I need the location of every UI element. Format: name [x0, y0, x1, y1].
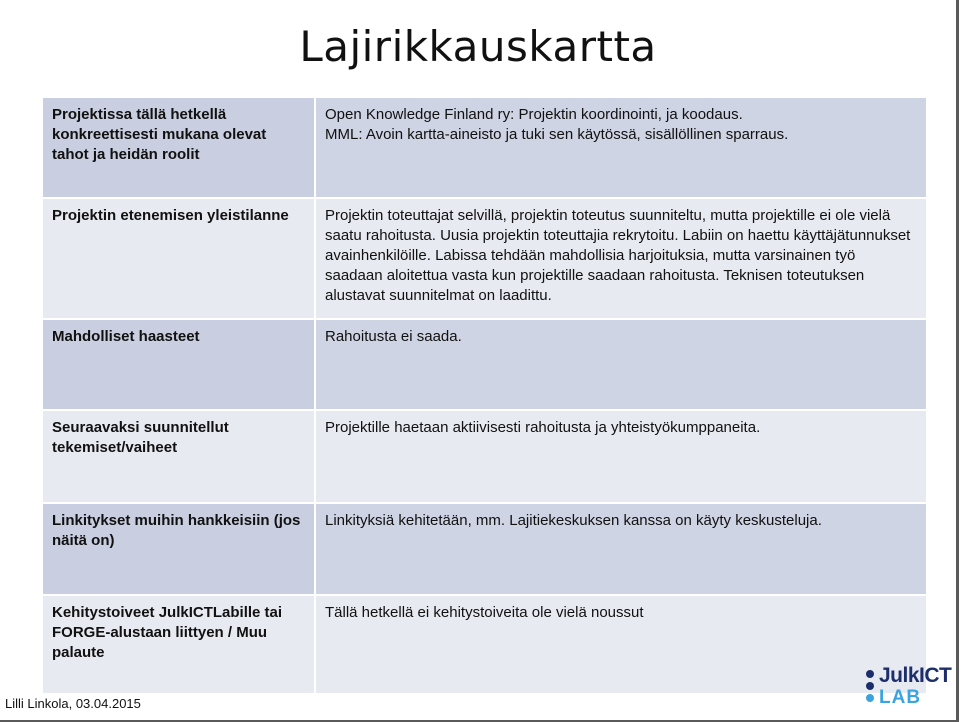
row-value-line: Rahoitusta ei saada. [325, 328, 462, 345]
row-value [315, 410, 927, 503]
row-value-line: Open Knowledge Finland ry: Projektin koordinointi, ja koodaus. [325, 106, 743, 123]
julkict-lab-logo [866, 664, 952, 714]
row-key: Kehitystoiveet JulkICTLabille tai FORGE-alustaan liittyen / Muu palaute [42, 595, 315, 694]
status-table [41, 96, 928, 695]
table-row [42, 503, 927, 595]
logo-text-line2: LAB [879, 687, 922, 708]
row-key: Mahdolliset haasteet [42, 319, 315, 410]
row-value [315, 595, 927, 694]
row-value-line: Projektin toteuttajat selvillä, projektin toteutus suunniteltu, mutta projektille ei ole vielä saatu rahoitusta. Uusia projektin toteuttajia rekrytoitu. Labiin on haettu käyttäjätunnukset avainhenkilöille. Labissa tehdään mahdollisia harjoituksia, mutta varsinainen työ saadaan aloitettua vasta kun projektille saadaan rahoitusta. Teknisen toteutuksen alustavat suunnitelmat on laadittu. [325, 207, 911, 304]
row-value-line: MML: Avoin kartta-aineisto ja tuki sen käytössä, sisällöllinen sparraus. [325, 126, 789, 143]
footer-author-date: Lilli Linkola, 03.04.2015 [5, 696, 141, 711]
row-key: Projektin etenemisen yleistilanne [42, 198, 315, 319]
slide-title: Lajirikkauskartta [299, 22, 657, 71]
table-row [42, 97, 927, 198]
row-value [315, 198, 927, 319]
row-key: Seuraavaksi suunnitellut tekemiset/vaiheet [42, 410, 315, 503]
table-row [42, 410, 927, 503]
row-value-line: Linkityksiä kehitetään, mm. Lajitiekeskuksen kanssa on käyty keskusteluja. [325, 512, 822, 529]
table-row [42, 319, 927, 410]
row-value-line: Tällä hetkellä ei kehitystoiveita ole vielä noussut [325, 604, 644, 621]
logo-text-line1: JulkICT [879, 664, 952, 687]
row-key: Linkitykset muihin hankkeisiin (jos näitä on) [42, 503, 315, 595]
logo-dots-icon [866, 670, 876, 706]
table-row [42, 595, 927, 694]
row-value-line: Projektille haetaan aktiivisesti rahoitusta ja yhteistyökumppaneita. [325, 419, 761, 436]
row-value [315, 319, 927, 410]
row-value [315, 503, 927, 595]
row-value [315, 97, 927, 198]
row-key: Projektissa tällä hetkellä konkreettisesti mukana olevat tahot ja heidän roolit [42, 97, 315, 198]
table-row [42, 198, 927, 319]
